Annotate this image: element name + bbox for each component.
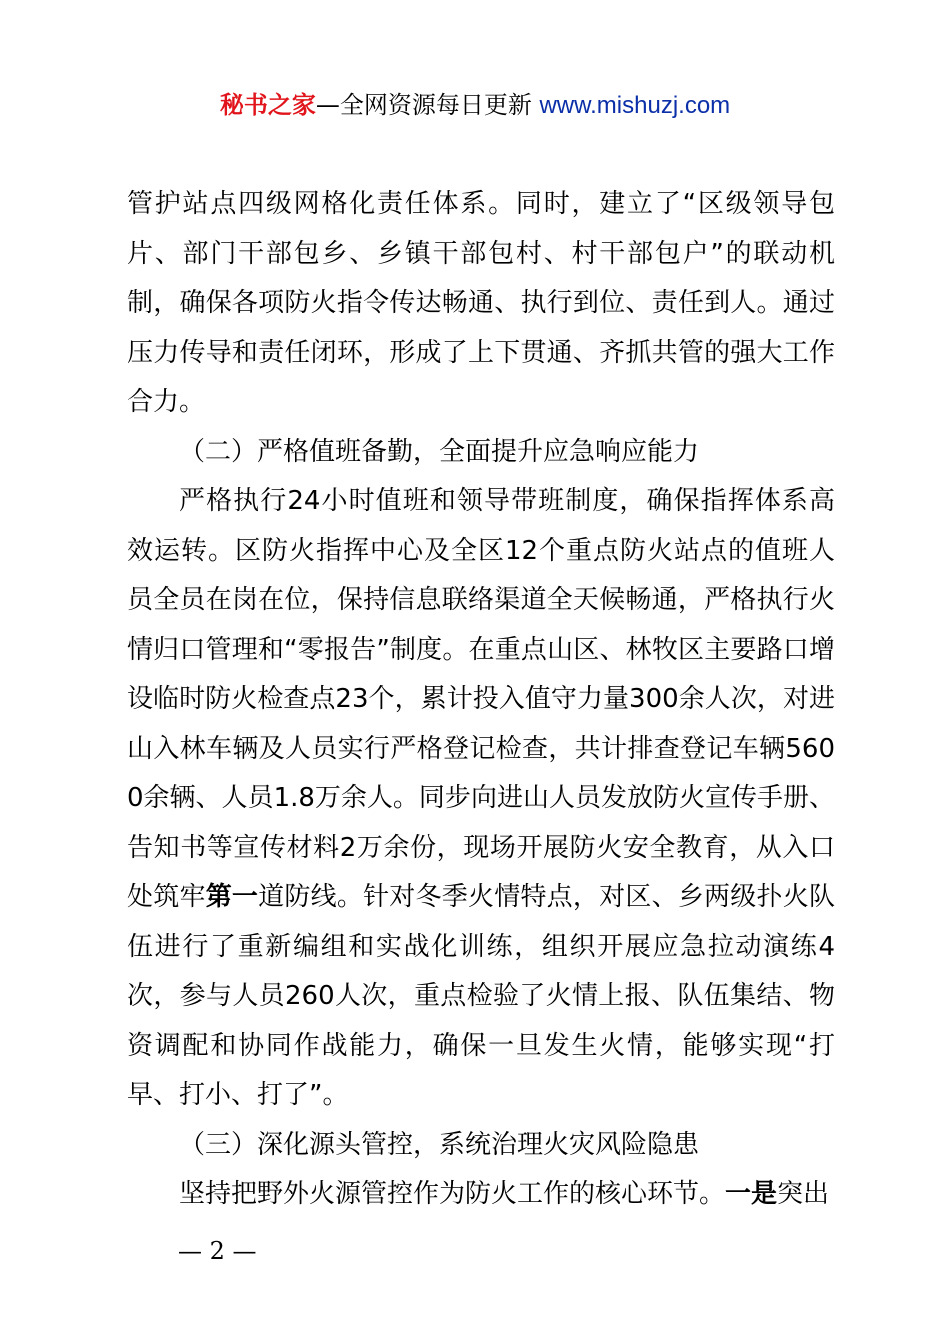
paragraph-2-text-b: 道防线。针对冬季火情特点，对区、乡两级扑火队伍进行了重新编组和实战化训练，组织开展应急拉动演练4次，参与人员260人次，重点检验了火情上报、队伍集结、物资调配和协同作战能力，确保一旦发生火情，能够实现“打早、打小、打了”。 — [127, 882, 835, 1110]
site-url-link[interactable]: www.mishuzj.com — [539, 92, 731, 119]
page-number: — 2 — — [178, 1237, 257, 1265]
paragraph-2-bold: 第一 — [205, 882, 259, 912]
site-header — [0, 88, 950, 123]
site-brand: 秘书之家 — [219, 91, 316, 119]
paragraph-2-text-a: 严格执行24小时值班和领导带班制度，确保指挥体系高效运转。区防火指挥中心及全区12个重点防火站点的值班人员全员在岗在位，保持信息联络渠道全天候畅通，严格执行火情归口管理和“零报告”制度。在重点山区、林牧区主要路口增设临时防火检查点23个，累计投入值守力量300余人次，对进山入林车辆及人员实行严格登记检查，共计排查登记车辆5600余辆、人员1.8万余人。同步向进山人员发放防火宣传手册、告知书等宣传材料2万余份，现场开展防火安全教育，从入口处筑牢 — [127, 486, 835, 912]
paragraph-3-bold: 一是 — [725, 1179, 778, 1209]
paragraph-3 — [127, 1170, 835, 1220]
paragraph-3-text-a: 坚持把野外火源管控作为防火工作的核心环节。 — [179, 1179, 726, 1209]
paragraph-3-text-b: 突出 — [777, 1179, 830, 1209]
document-body — [127, 180, 835, 1220]
paragraph-1: 管护站点四级网格化责任体系。同时，建立了“区级领导包片、部门干部包乡、乡镇干部包村、村干部包户”的联动机制，确保各项防火指令传达畅通、执行到位、责任到人。通过压力传导和责任闭环，形成了上下贯通、齐抓共管的强大工作合力。 — [127, 189, 835, 417]
site-slogan: —全网资源每日更新 — [315, 91, 532, 119]
section-heading-2: （二）严格值班备勤，全面提升应急响应能力 — [179, 436, 700, 467]
paragraph-2 — [127, 477, 835, 1121]
section-heading-3: （三）深化源头管控，系统治理火灾风险隐患 — [179, 1129, 700, 1160]
